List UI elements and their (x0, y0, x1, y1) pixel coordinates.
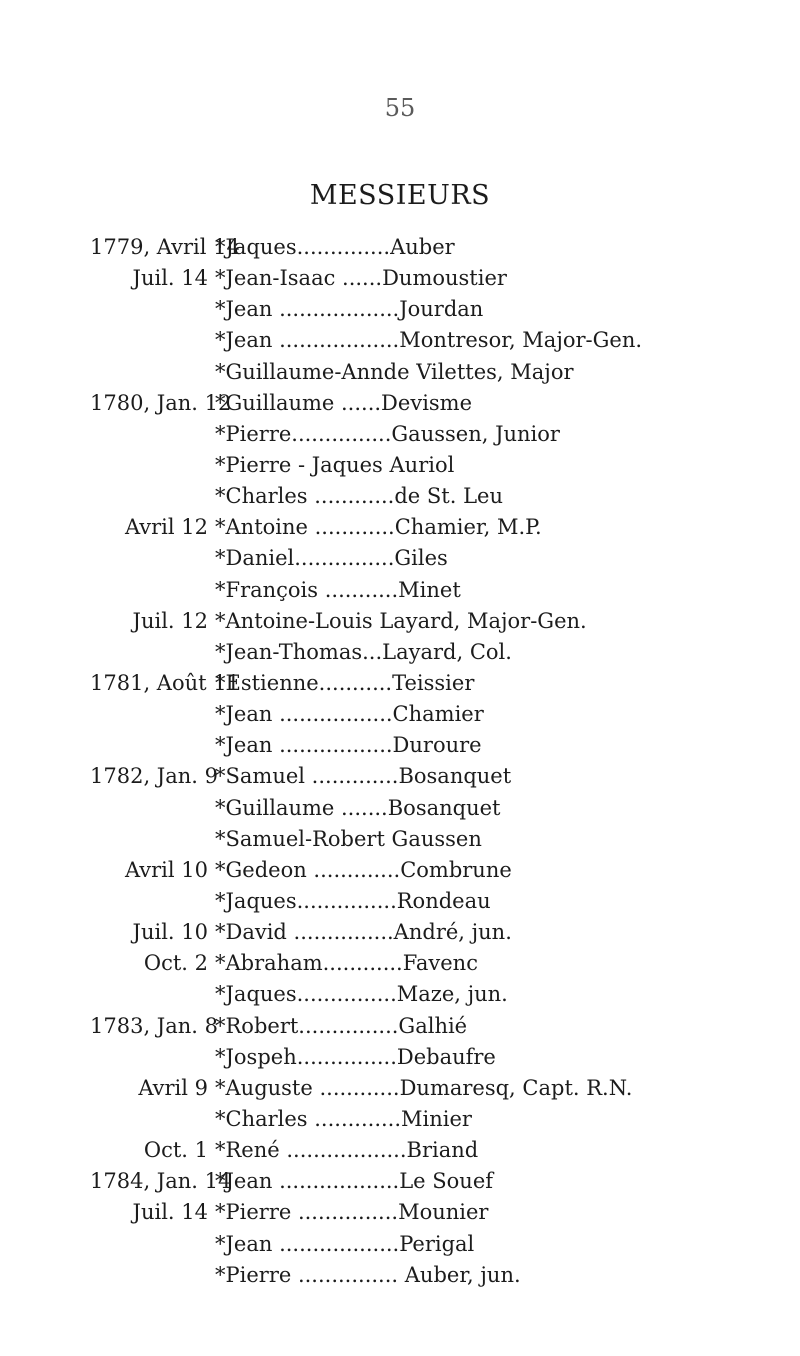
entries-list (0, 232, 800, 1291)
entry-date: Juil. 14 (132, 266, 208, 291)
list-item (0, 948, 800, 979)
entry-name: *Estienne...........Teissier (215, 670, 475, 695)
list-item (0, 1229, 800, 1260)
entry-name: *Daniel...............Giles (215, 546, 448, 571)
entry-name: *Abraham............Favenc (215, 951, 478, 976)
entry-date: Oct. 1 (143, 1138, 208, 1163)
entry-date: Avril 9 (138, 1075, 208, 1100)
list-item (0, 917, 800, 948)
entry-name: *Jaques...............Rondeau (215, 888, 491, 913)
entry-name: *Jean ..................Perigal (215, 1231, 475, 1256)
list-item (0, 1011, 800, 1042)
entry-name: *Charles ............de St. Leu (215, 484, 503, 509)
list-item (0, 1166, 800, 1197)
entry-name: *Pierre ...............Mounier (215, 1200, 489, 1225)
entry-name: *Jean ..................Le Souef (215, 1169, 494, 1194)
list-item (0, 824, 800, 855)
entry-date: 1780, Jan. 12 (90, 390, 232, 415)
list-item (0, 668, 800, 699)
entry-date: Juil. 14 (132, 1200, 208, 1225)
entry-date: 1782, Jan. 9 (90, 764, 218, 789)
entry-date: 1784, Jan. 14 (90, 1169, 232, 1194)
list-item (0, 1042, 800, 1073)
entry-name: *Pierre ............... Auber, jun. (215, 1262, 521, 1287)
entry-date: 1779, Avril 14 (90, 235, 240, 259)
list-item (0, 543, 800, 574)
list-item (0, 699, 800, 730)
entry-date: 1783, Jan. 8 (90, 1013, 218, 1038)
list-item (0, 450, 800, 481)
entry-name: *Jean ..................Jourdan (215, 297, 484, 322)
entry-name: *Jean ..................Montresor, Major-Gen. (215, 328, 643, 353)
entry-name: *Robert...............Galhié (215, 1013, 468, 1038)
list-item (0, 325, 800, 356)
list-item (0, 1135, 800, 1166)
list-item (0, 419, 800, 450)
entry-date: Juil. 10 (132, 920, 208, 945)
list-item (0, 606, 800, 637)
entry-name: *Guillaume ......Devisme (215, 390, 473, 415)
entry-date: Oct. 2 (143, 951, 208, 976)
list-item (0, 1260, 800, 1291)
list-item (0, 232, 800, 263)
entry-name: *Jean-Isaac ......Dumoustier (215, 266, 507, 291)
page-number: 55 (384, 94, 416, 122)
list-item (0, 1197, 800, 1228)
entry-name: *Jospeh...............Debaufre (215, 1044, 496, 1069)
entry-date: Juil. 12 (132, 608, 208, 633)
entry-name: *Pierre - Jaques Auriol (215, 452, 455, 477)
list-item (0, 637, 800, 668)
list-item (0, 481, 800, 512)
entry-name: *Guillaume .......Bosanquet (215, 795, 501, 820)
entry-name: *Samuel-Robert Gaussen (215, 826, 482, 851)
entry-name: *François ...........Minet (215, 577, 461, 602)
entry-name: *René ..................Briand (215, 1138, 479, 1163)
entry-date: 1781, Août 11 (90, 670, 240, 695)
entry-name: *Jaques...............Maze, jun. (215, 982, 508, 1007)
entry-date: Avril 10 (124, 857, 208, 882)
entry-name: *Auguste ............Dumaresq, Capt. R.N. (215, 1075, 633, 1100)
list-item (0, 263, 800, 294)
page-heading: MESSIEURS (309, 180, 491, 211)
entry-name: *Jean .................Chamier (215, 702, 484, 727)
entry-name: *David ...............André, jun. (215, 920, 512, 945)
list-item (0, 388, 800, 419)
entry-date: Avril 12 (124, 515, 208, 540)
list-item (0, 730, 800, 761)
entry-name: *Charles .............Minier (215, 1106, 472, 1131)
list-item (0, 855, 800, 886)
entry-name: *Samuel .............Bosanquet (215, 764, 512, 789)
list-item (0, 793, 800, 824)
list-item (0, 575, 800, 606)
list-item (0, 357, 800, 388)
entry-name: *Antoine ............Chamier, M.P. (215, 515, 542, 540)
list-item (0, 761, 800, 792)
list-item (0, 1104, 800, 1135)
entry-name: *Jaques..............Auber (215, 235, 455, 259)
entry-name: *Pierre...............Gaussen, Junior (215, 421, 560, 446)
list-item (0, 886, 800, 917)
list-item (0, 1073, 800, 1104)
entry-name: *Jean-Thomas...Layard, Col. (215, 639, 512, 664)
entry-name: *Jean .................Duroure (215, 733, 482, 758)
list-item (0, 512, 800, 543)
list-item (0, 294, 800, 325)
list-item (0, 979, 800, 1010)
entry-name: *Antoine-Louis Layard, Major-Gen. (215, 608, 587, 633)
entry-name: *Gedeon .............Combrune (215, 857, 512, 882)
entry-name: *Guillaume-Annde Vilettes, Major (215, 359, 574, 384)
